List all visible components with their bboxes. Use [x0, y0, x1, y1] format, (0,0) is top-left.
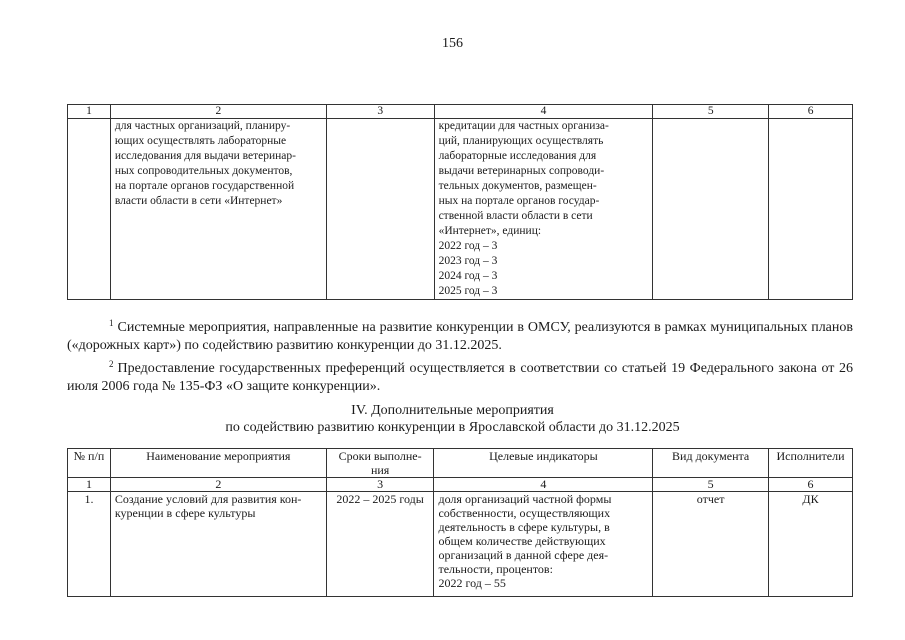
- cell-line: собственности, осуществляющих: [438, 506, 611, 520]
- footnote: [67, 355, 853, 396]
- cell-line: ственной власти области в сети: [438, 210, 593, 222]
- section-title-line: IV. Дополнительные мероприятия: [351, 403, 554, 418]
- cell-line: ющих осуществлять лабораторные: [114, 135, 287, 147]
- cell-line: 2022 год – 3: [438, 240, 498, 252]
- cell-line: 2024 год – 3: [438, 270, 498, 282]
- header-row: [68, 449, 853, 478]
- cell-line: ных сопроводительных документов,: [114, 165, 293, 177]
- cell-line: деятельность в сфере культуры, в: [438, 520, 610, 534]
- table-row: [68, 119, 853, 300]
- cell-activity: [110, 119, 326, 300]
- column-number: 1: [68, 105, 111, 119]
- cell-document: [653, 119, 769, 300]
- cell-line: 2025 год – 3: [438, 285, 498, 297]
- cell-line: организаций в данной сфере дея-: [438, 548, 609, 562]
- header-indicators: Целевые индикаторы: [434, 449, 653, 478]
- cell-line: «Интернет», единиц:: [438, 225, 542, 237]
- cell-line: на портале органов государственной: [114, 180, 295, 192]
- cell-terms: [326, 119, 434, 300]
- column-number: 5: [653, 478, 769, 492]
- footnote-mark: 2: [109, 359, 114, 369]
- cell-line: власти области в сети «Интернет»: [114, 195, 283, 207]
- column-number: 3: [326, 105, 434, 119]
- footnote-text: Предоставление государственных преференций осуществляется в соответствии со статьей 19 Федерального закона от 26 июля 2006 года № 135-ФЗ «О защите конкуренции».: [67, 361, 853, 394]
- cell-line: Создание условий для развития кон-: [114, 492, 302, 506]
- cell-line: лабораторные исследования для: [438, 150, 597, 162]
- header-terms: Сроки выполне- ния: [326, 449, 434, 478]
- cell-line: тельных документов, размещен-: [438, 180, 597, 192]
- cell-line: выдачи ветеринарных сопроводи-: [438, 165, 605, 177]
- cell-line: исследования для выдачи ветеринар-: [114, 150, 296, 162]
- page-number: 156: [442, 36, 463, 51]
- cell-line: доля организаций частной формы: [438, 492, 612, 506]
- cell-line: 2022 год – 55: [438, 576, 506, 590]
- header-number: № п/п: [68, 449, 111, 478]
- cell-line: кредитации для частных организа-: [438, 120, 609, 132]
- cell-line: тельности, процентов:: [438, 562, 553, 576]
- header-document: Вид документа: [653, 449, 769, 478]
- column-number: 5: [653, 105, 769, 119]
- header-executors: Исполнители: [769, 449, 853, 478]
- column-number: 6: [769, 478, 853, 492]
- additional-measures-table: [67, 448, 853, 597]
- continued-table: [67, 104, 853, 300]
- column-number: 3: [326, 478, 434, 492]
- column-number-row: [68, 478, 853, 492]
- footnotes: [67, 314, 853, 396]
- cell-line: общем количестве действующих: [438, 534, 606, 548]
- cell-line: куренции в сфере культуры: [114, 506, 256, 520]
- footnote: [67, 314, 853, 355]
- footnote-text: Системные мероприятия, направленные на развитие конкуренции в ОМСУ, реализуются в рамках муниципальных планов («дорожных карт») по содействию развитию конкуренции до 31.12.2025.: [67, 320, 853, 353]
- cell-document: отчет: [653, 492, 769, 597]
- column-number: 2: [110, 105, 326, 119]
- column-number: 1: [68, 478, 111, 492]
- cell-number: [68, 119, 111, 300]
- column-number: 6: [769, 105, 853, 119]
- cell-line: ций, планирующих осуществлять: [438, 135, 604, 147]
- cell-activity: [110, 492, 326, 597]
- cell-line: ных на портале органов государ-: [438, 195, 600, 207]
- cell-number: 1.: [68, 492, 111, 597]
- cell-executors: [769, 119, 853, 300]
- section-title-line: по содействию развитию конкуренции в Ярославской области до 31.12.2025: [225, 420, 680, 435]
- cell-indicators: [434, 492, 653, 597]
- cell-executors: ДК: [769, 492, 853, 597]
- column-number: 2: [110, 478, 326, 492]
- column-number-row: [68, 105, 853, 119]
- footnote-mark: 1: [109, 318, 114, 328]
- section-title: [0, 402, 905, 436]
- cell-indicators: [434, 119, 653, 300]
- column-number: 4: [434, 105, 653, 119]
- header-name: Наименование мероприятия: [110, 449, 326, 478]
- cell-terms: 2022 – 2025 годы: [326, 492, 434, 597]
- column-number: 4: [434, 478, 653, 492]
- cell-line: 2023 год – 3: [438, 255, 498, 267]
- cell-line: для частных организаций, планиру-: [114, 120, 291, 132]
- table-row: [68, 492, 853, 597]
